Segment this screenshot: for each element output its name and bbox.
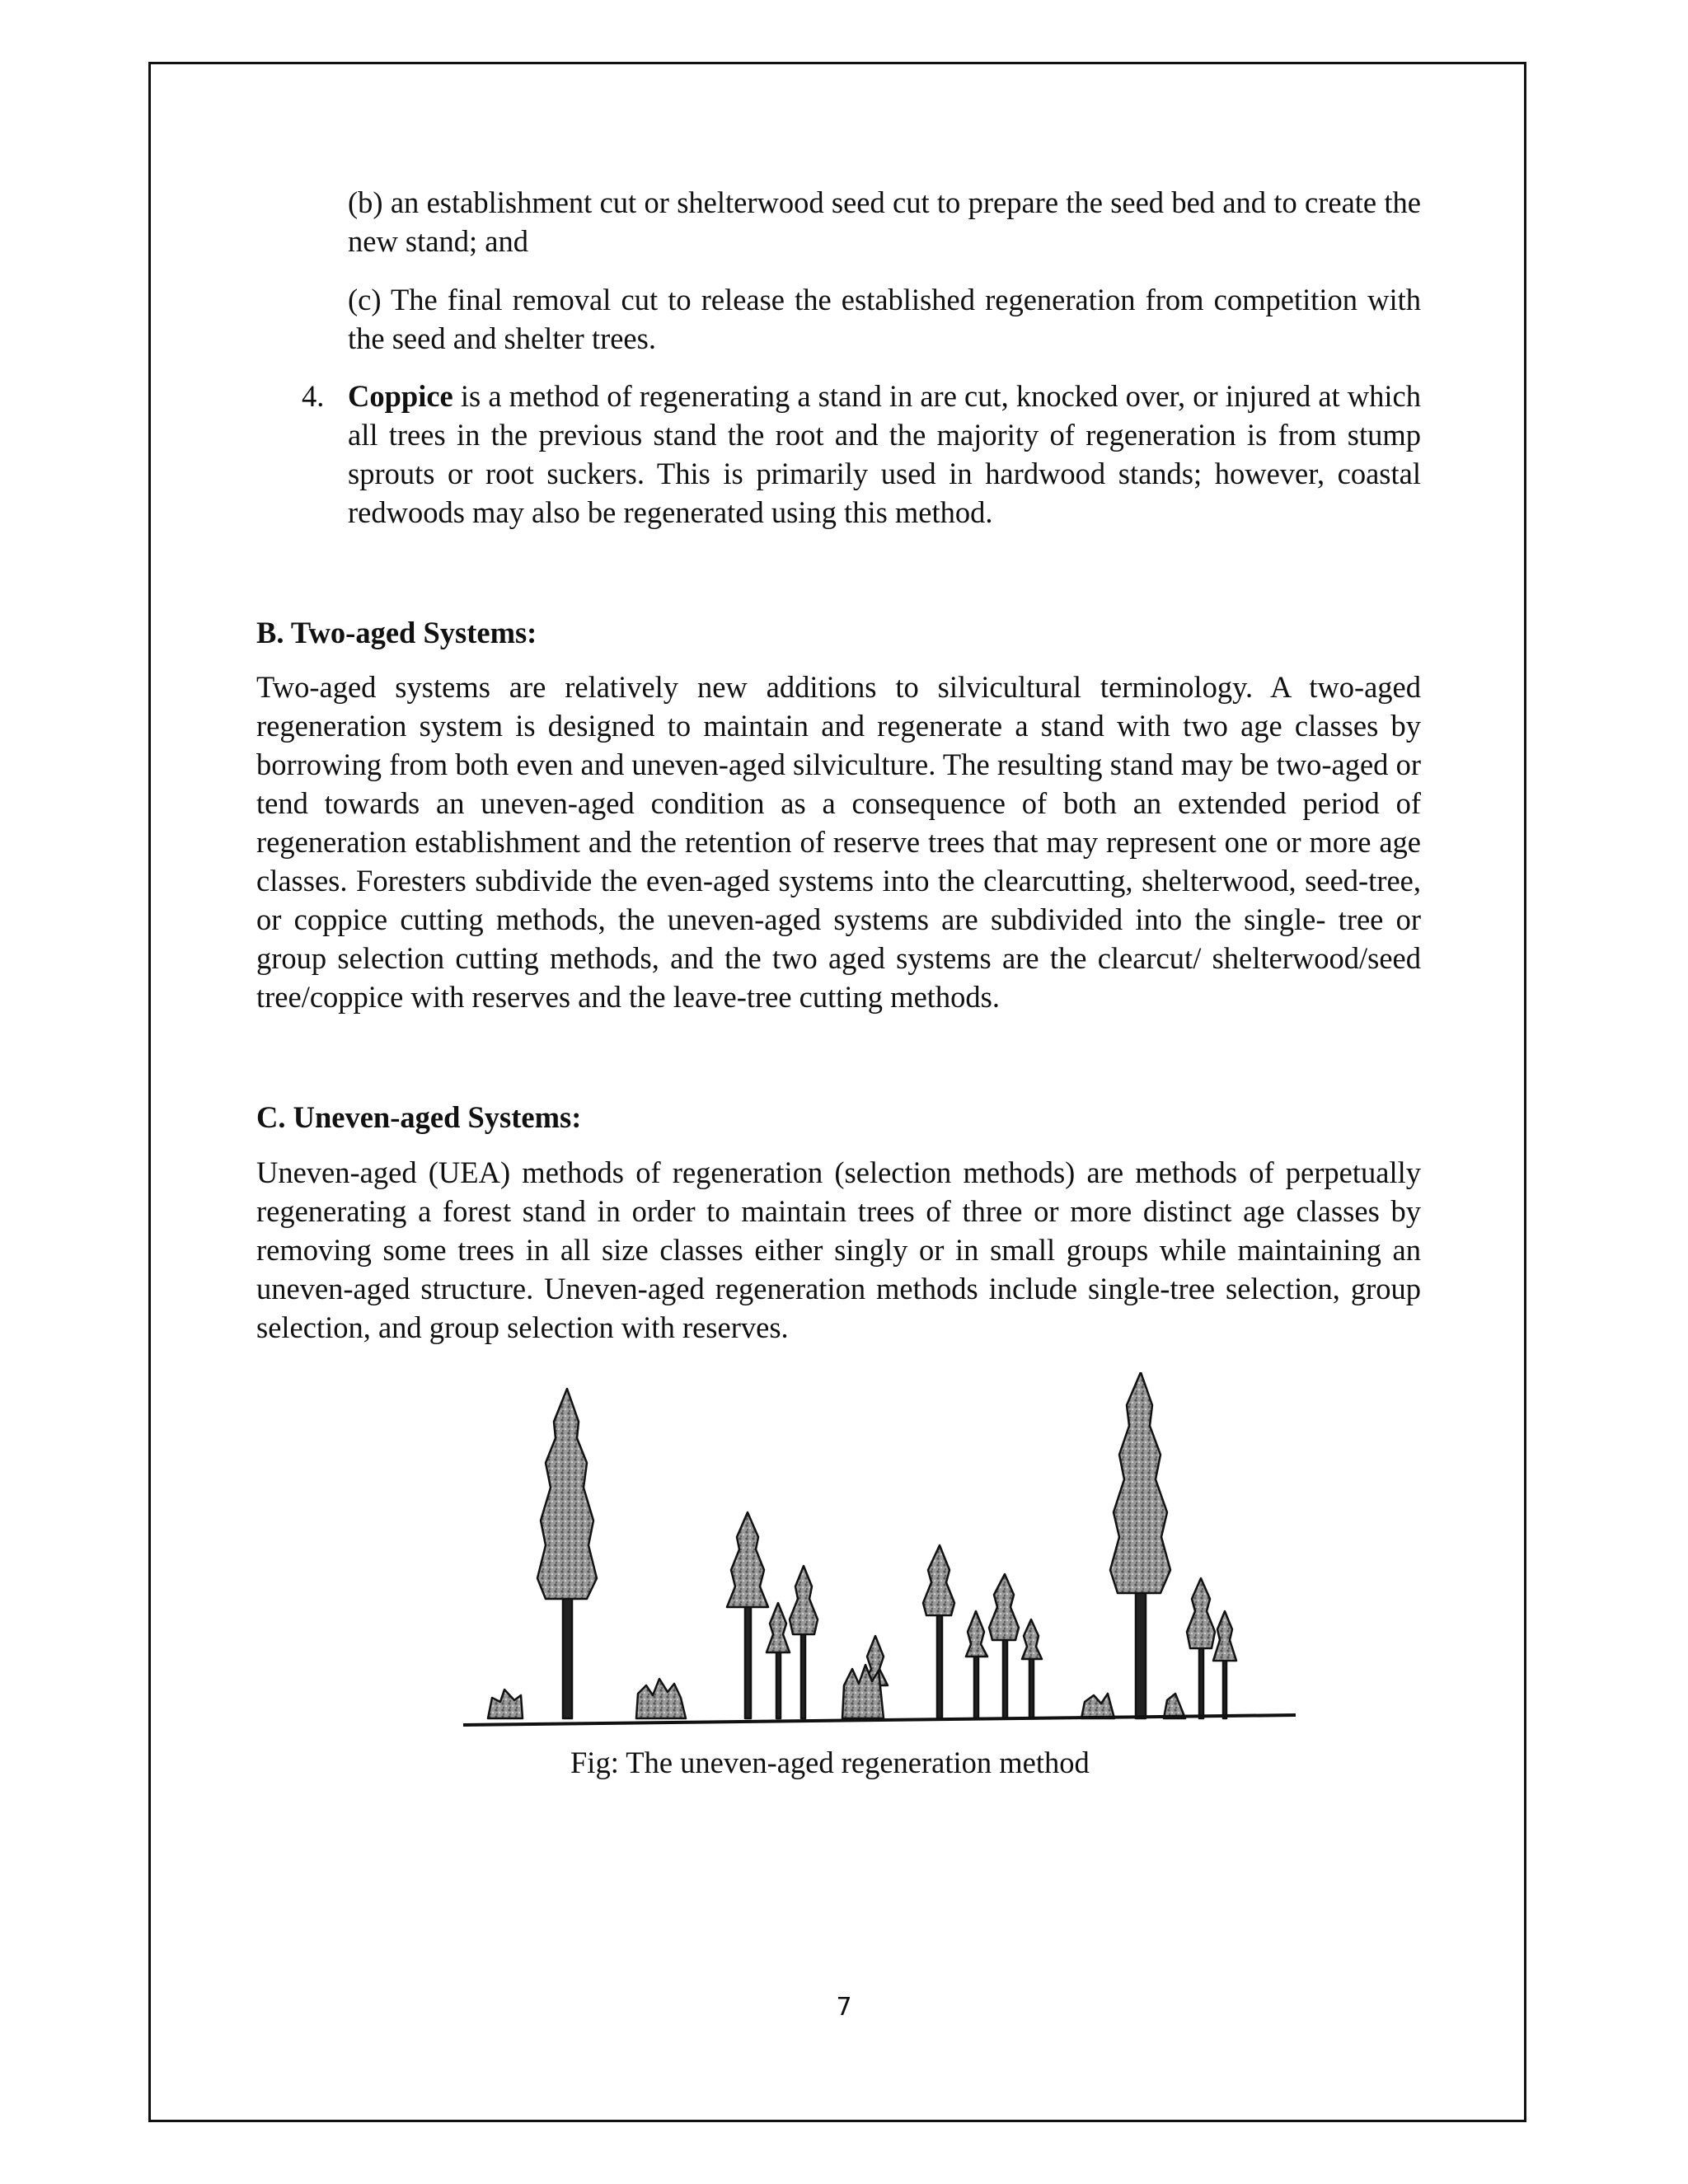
list-subitem-c: (c) The final removal cut to release the established regeneration from competition with the seed and shelter trees. (348, 283, 1421, 355)
page-number: 7 (836, 1993, 852, 2022)
section-b-paragraph: Two-aged systems are relatively new additions to silvicultural terminology. A two-aged regeneration system is designed to maintain and regenerate a stand with two age classes by borrowing from both even and uneven-aged silviculture. The resulting stand may be two-aged or tend towards an uneven-aged condition as a consequence of both an extended period of regeneration establishment and the retention of reserve trees that may represent one or more age classes. Foresters subdivide the even-aged systems into the clearcutting, shelterwood, seed-tree, or coppice cutting methods, the uneven-aged systems are subdivided into the single- tree or group selection cutting methods, and the two aged systems are the clearcut/ shelterwood/seed tree/coppice with reserves and the leave-tree cutting methods. (256, 670, 1421, 1014)
list-item-number: 4. (302, 379, 325, 413)
figure-caption: Fig: The uneven-aged regeneration method (570, 1746, 1090, 1779)
section-c-paragraph: Uneven-aged (UEA) methods of regeneration (selection methods) are methods of perpetually regenerating a forest stand in order to maintain trees of three or more distinct age classes by removing some trees in all size classes either singly or in small groups while maintaining an uneven-aged structure. Uneven-aged regeneration methods include single-tree selection, group selection, and group selection with reserves. (256, 1155, 1421, 1344)
section-b-heading: B. Two-aged Systems: (256, 616, 537, 649)
section-c-heading: C. Uneven-aged Systems: (256, 1100, 582, 1134)
list-subitem-b: (b) an establishment cut or shelterwood seed cut to prepare the seed bed and to create the new stand; and (348, 185, 1421, 258)
coppice-term: Coppice (348, 379, 453, 413)
uneven-aged-forest-illustration (455, 1372, 1304, 1750)
page-border (148, 62, 1526, 2122)
coppice-text: is a method of regenerating a stand in are cut, knocked over, or injured at which all trees in the previous stand the root and the majority of regeneration is from stump sprouts or root suckers. This is primarily used in hardwood stands; however, coastal redwoods may also be regenerated using this method. (348, 379, 1421, 529)
list-item-body (348, 377, 1421, 532)
